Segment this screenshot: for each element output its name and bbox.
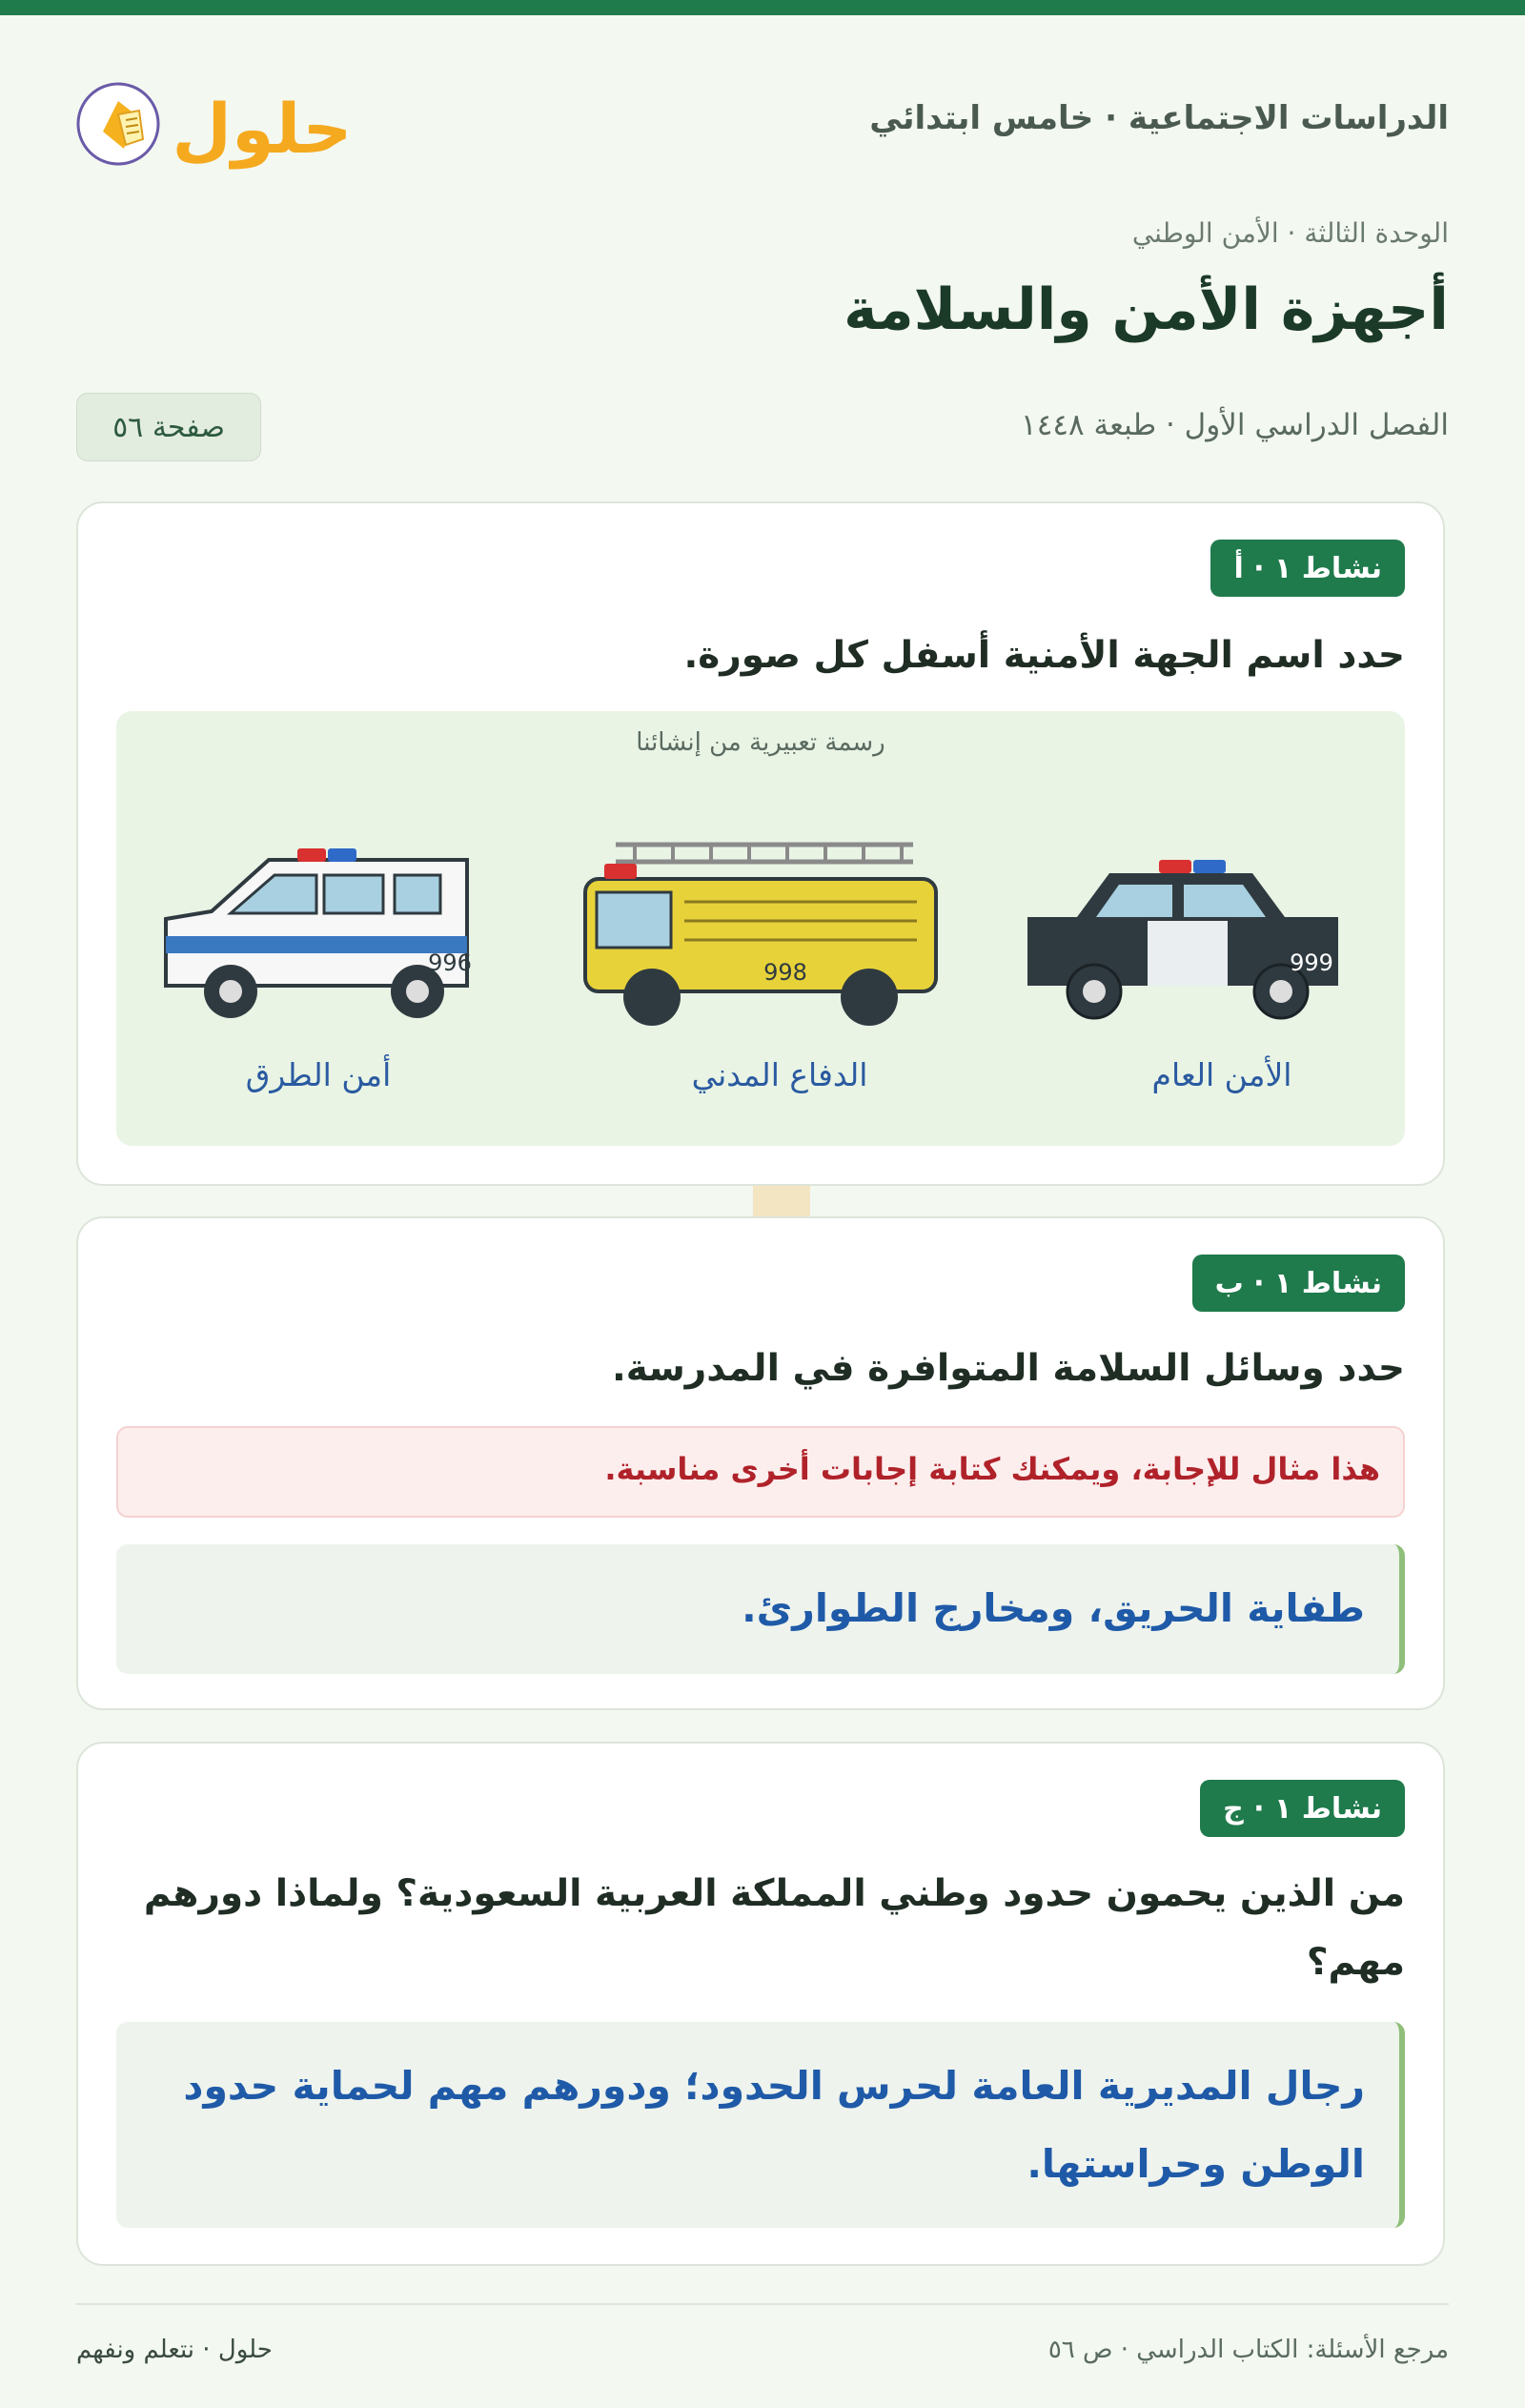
activity-b-question: حدد وسائل السلامة المتوافرة في المدرسة. bbox=[611, 1347, 1405, 1390]
page-header bbox=[76, 57, 1449, 181]
label-civil-defense: الدفاع المدني bbox=[691, 1056, 868, 1093]
road-van-number: 996 bbox=[428, 949, 472, 976]
vehicles-illustration bbox=[116, 711, 1405, 1146]
activity-b-card bbox=[76, 1216, 1445, 1710]
activity-a-question: حدد اسم الجهة الأمنية أسفل كل صورة. bbox=[683, 634, 1405, 677]
label-road-security: أمن الطرق bbox=[245, 1056, 392, 1093]
top-accent-bar bbox=[0, 0, 1525, 15]
police-car-icon bbox=[1027, 860, 1338, 1018]
page-number-badge: صفحة ٥٦ bbox=[76, 393, 261, 461]
activity-b-answer-box bbox=[116, 1544, 1405, 1674]
page-title: أجهزة الأمن والسلامة bbox=[844, 276, 1449, 343]
activity-c-question: من الذين يحمون حدود وطني المملكة العربية السعودية؟ ولماذا دورهم مهم؟ bbox=[143, 1872, 1405, 1984]
footer-divider bbox=[76, 2303, 1449, 2305]
subject-title: الدراسات الاجتماعية · خامس ابتدائي bbox=[869, 99, 1449, 137]
logo-text: حلول bbox=[172, 89, 353, 169]
activity-a-badge: نشاط ١ · أ bbox=[1210, 540, 1405, 597]
road-security-van-icon bbox=[166, 848, 472, 1018]
activity-c-answer: رجال المديرية العامة لحرس الحدود؛ ودورهم مهم لحماية حدود الوطن وحراستها. bbox=[183, 2063, 1365, 2187]
activity-b-badge: نشاط ١ · ب bbox=[1192, 1255, 1405, 1312]
hulul-logo bbox=[76, 57, 362, 181]
label-public-security: الأمن العام bbox=[1151, 1056, 1292, 1093]
sample-answer-note bbox=[116, 1426, 1405, 1518]
fire-truck-number: 998 bbox=[763, 959, 807, 986]
term-label: الفصل الدراسي الأول · طبعة ١٤٤٨ bbox=[1021, 408, 1449, 442]
fire-truck-icon bbox=[585, 845, 936, 1026]
footer-reference: مرجع الأسئلة: الكتاب الدراسي · ص ٥٦ bbox=[1047, 2336, 1449, 2364]
activity-c-answer-box bbox=[116, 2022, 1405, 2228]
illustration-caption: رسمة تعبيرية من إنشائنا bbox=[636, 728, 885, 757]
activity-c-badge: نشاط ١ · ج bbox=[1200, 1780, 1405, 1837]
unit-label: الوحدة الثالثة · الأمن الوطني bbox=[1131, 217, 1449, 249]
activity-c-card bbox=[76, 1742, 1445, 2266]
sample-answer-note-text: هذا مثال للإجابة، ويمكنك كتابة إجابات أخرى مناسبة. bbox=[604, 1451, 1380, 1487]
footer-brand: حلول · نتعلم ونفهم bbox=[76, 2336, 273, 2364]
activity-b-answer: طفاية الحريق، ومخارج الطوارئ. bbox=[742, 1585, 1365, 1631]
police-car-number: 999 bbox=[1290, 949, 1333, 976]
activity-a-card bbox=[76, 501, 1445, 1186]
